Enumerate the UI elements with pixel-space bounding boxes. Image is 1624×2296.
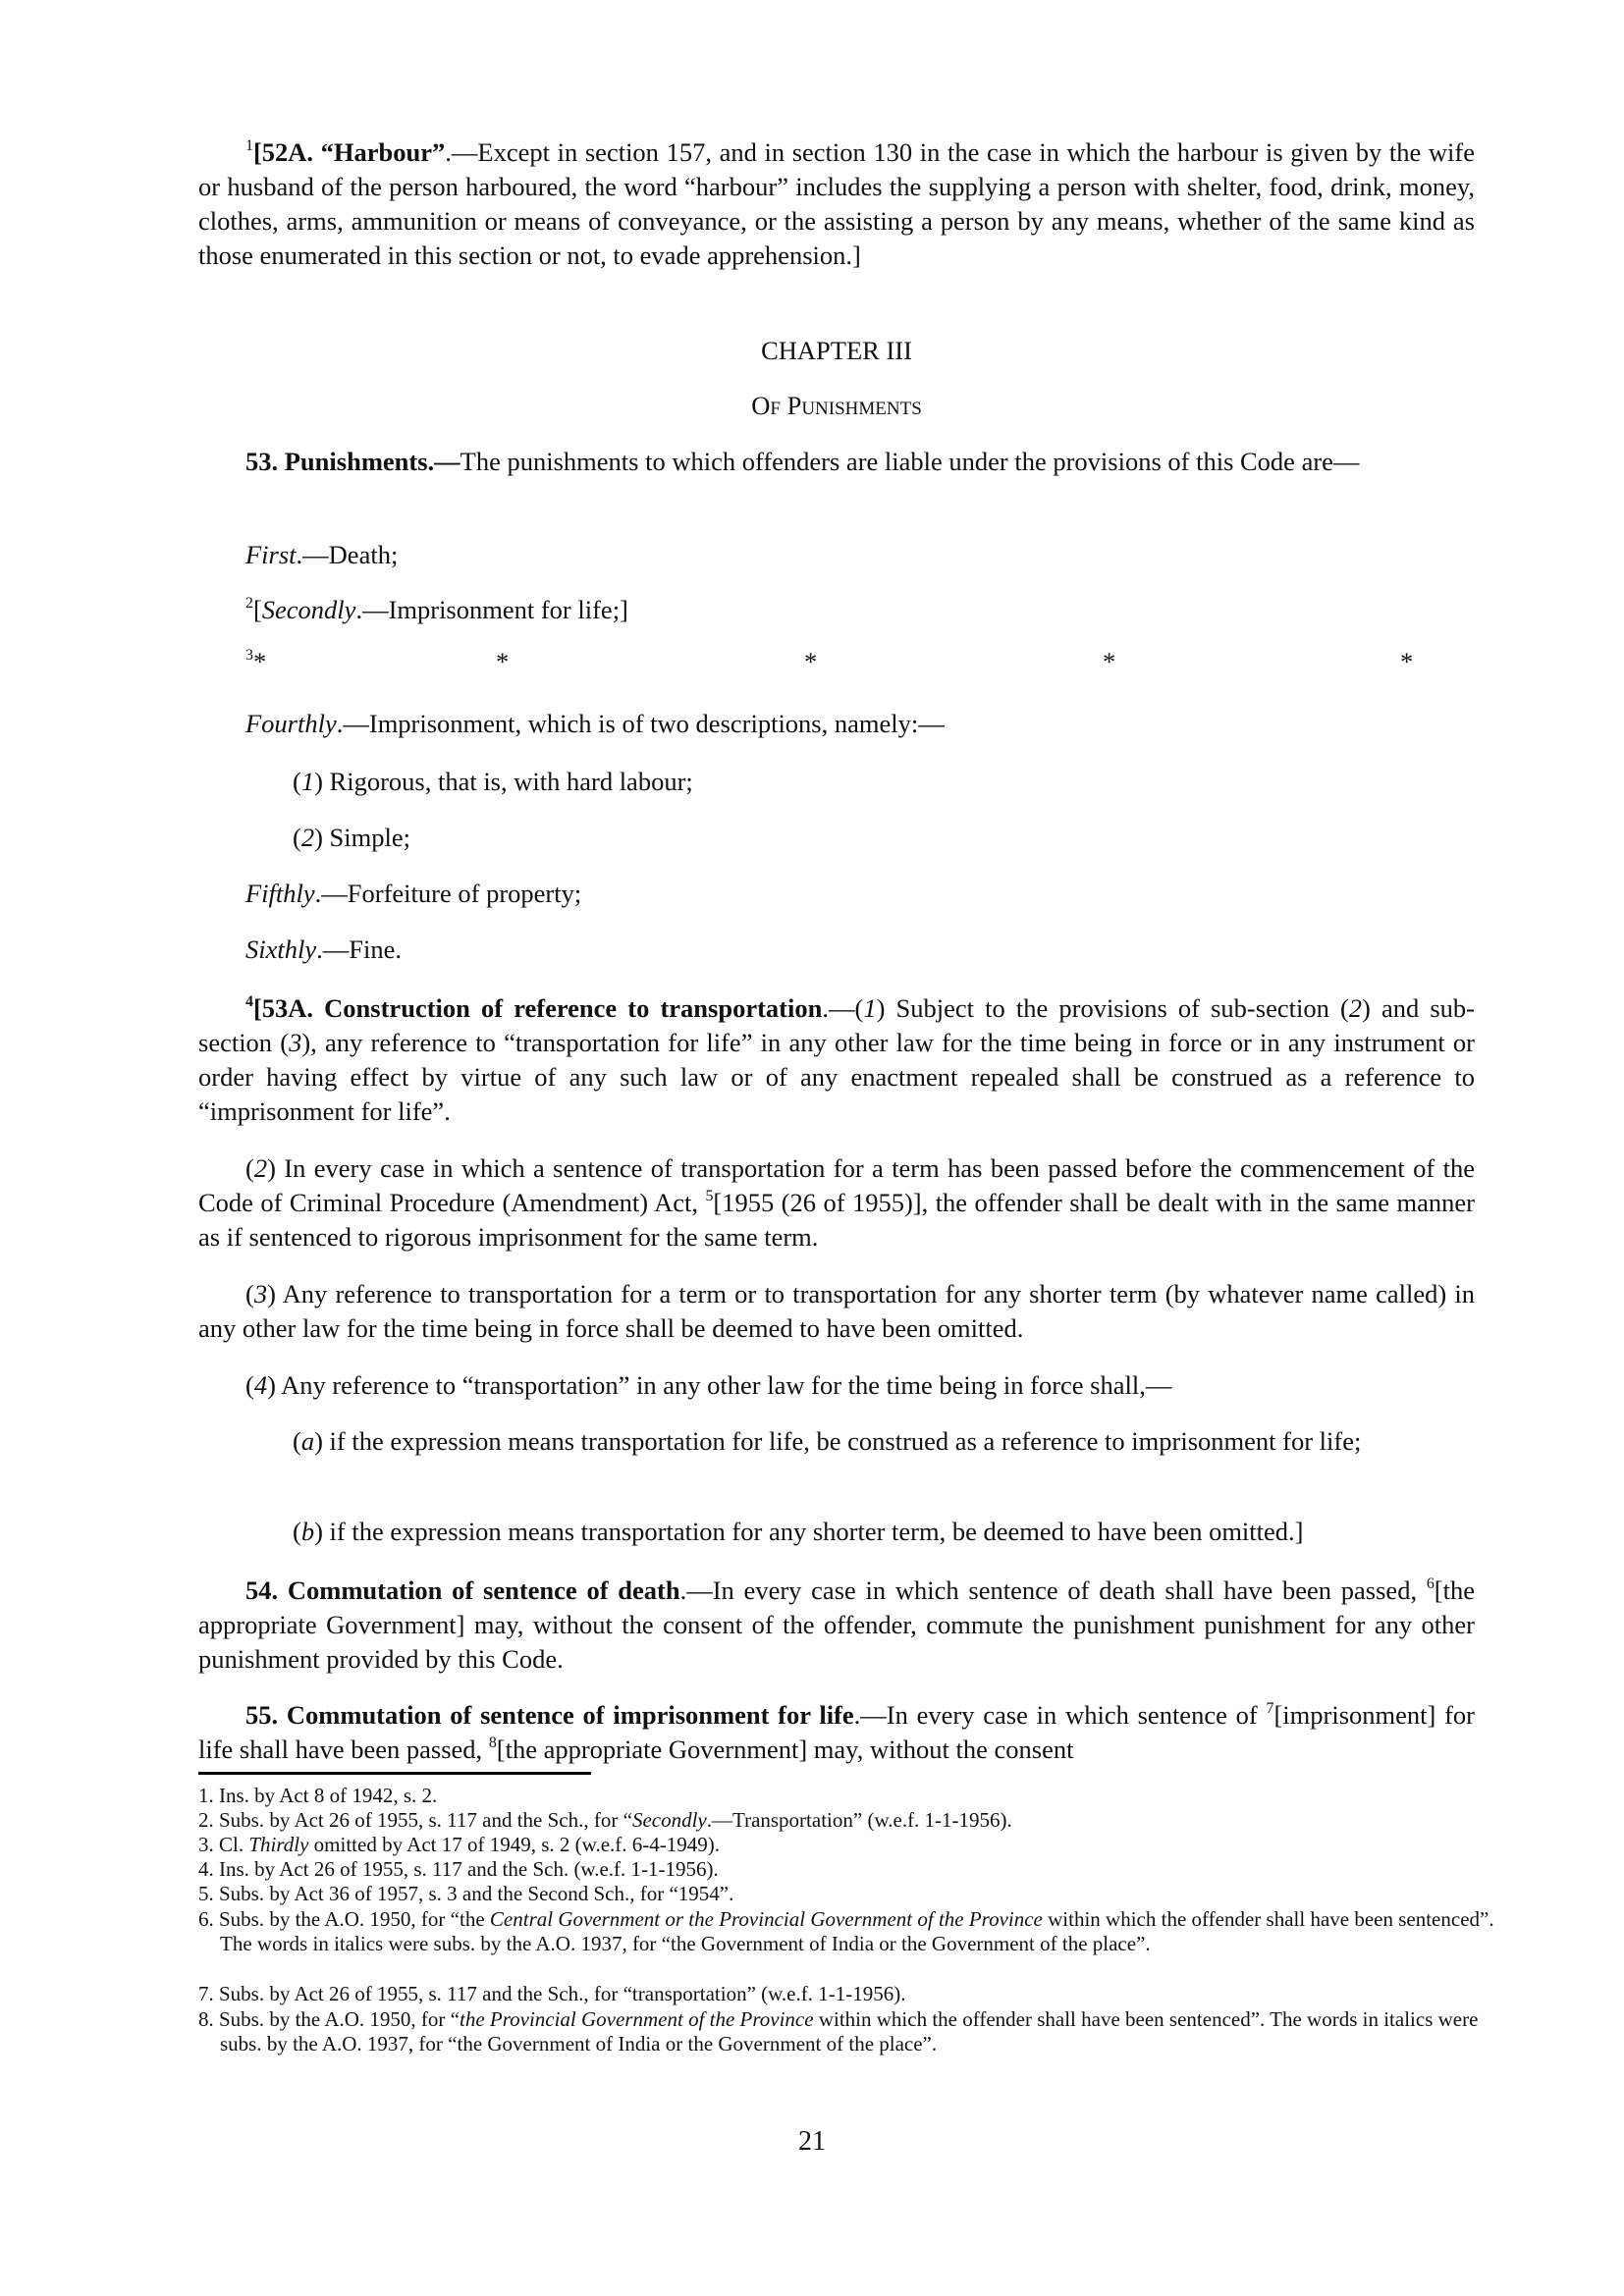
text-run: 8. Subs. by the A.O. 1950, for “ (198, 2007, 460, 2031)
text-run: ) Any reference to transportation for a term or to transportation for any shorter term (by whatever name called) in any other law for the time being in force shall be deemed to have been omitted. (198, 1279, 1475, 1343)
text-run: 1. Ins. by Act 8 of 1942, s. 2. (198, 1784, 438, 1807)
text-run: .—Imprisonment, which is of two descriptions, namely:— (336, 709, 945, 738)
omitted-clause-stars (198, 647, 1475, 681)
text-run: .—In every case in which sentence of (853, 1700, 1267, 1730)
footnote-ref: 8 (488, 1735, 497, 1752)
footnote-2 (198, 1808, 1496, 1833)
section-53a-subsection-1 (198, 991, 1475, 1129)
omitted-marker (245, 647, 266, 677)
text-run: ( (293, 823, 301, 852)
text-run: [52A. “Harbour” (252, 137, 446, 167)
text-run: .—Transportation” (w.e.f. 1-1-1956). (706, 1808, 1012, 1832)
subtitle-rest-unishments: UNISHMENTS (801, 399, 922, 419)
text-run: ) In every case in which a sentence of transportation for a term has been passed before the commencement of the Code of Criminal Procedure (Amendment) Act, (198, 1153, 1475, 1217)
punishment-sixthly (245, 933, 1475, 967)
text-run: ( (293, 767, 301, 796)
section-53-punishments (198, 445, 1475, 479)
text-run: .—Imprisonment for life;] (355, 595, 628, 624)
text-run: Fourthly (245, 709, 337, 738)
footnote-ref: 6 (1426, 1575, 1435, 1593)
text-run: 2 (253, 1153, 268, 1183)
star: * (1103, 647, 1116, 676)
footnote-divider (198, 1772, 591, 1775)
footnote-ref: 1 (245, 137, 253, 155)
star: * (1400, 647, 1414, 676)
text-run: ( (245, 1153, 254, 1183)
text-run: Thirdly (248, 1833, 309, 1856)
text-run: .— (445, 137, 478, 167)
text-run: 6. Subs. by the A.O. 1950, for “the (198, 1907, 490, 1931)
text-run: 5. Subs. by Act 36 of 1957, s. 3 and the Second Sch., for “1954”. (198, 1882, 734, 1905)
text-run: 53. Punishments (245, 447, 428, 476)
subtitle-rest-f: F (770, 399, 781, 419)
text-run: Except in section 157, and in section 130 in the case in which the harbour is given by the wife or husband of the person harboured, the word “harbour” includes the supplying a person with shelter, food, drink, money, clothes, arms, ammunition or means of conveyance, or the assisting a person by any means, whether of the same kind as those enumerated in this section or not, to evade apprehension.] (198, 137, 1475, 270)
text-run: Central Government or the Provincial Government of the Province (489, 1907, 1043, 1931)
star: * (804, 647, 818, 676)
text-run: [imprisonment] for life shall have been passed, (198, 1700, 1476, 1764)
text-run: 3. Cl. (198, 1833, 249, 1856)
text-run: ) if the expression means transportation for any shorter term, be deemed to have been omitted.] (314, 1517, 1304, 1546)
text-run: .—Forfeiture of property; (314, 879, 582, 908)
footnote-5 (198, 1882, 1496, 1906)
imprisonment-simple (293, 821, 1475, 855)
text-run: .— (427, 447, 460, 476)
subtitle-cap-p: P (786, 391, 802, 420)
text-run: b (300, 1517, 315, 1546)
text-run: 1 (300, 767, 315, 796)
text-run: ) Simple; (314, 823, 410, 852)
text-run: 2 (1348, 993, 1363, 1023)
chapter-title: CHAPTER III (761, 336, 912, 365)
text-run: ) Any reference to “transportation” in any other law for the time being in force shall,— (267, 1370, 1172, 1400)
imprisonment-rigorous (293, 765, 1475, 799)
footnote-3 (198, 1833, 1496, 1857)
section-52a-harbour (198, 135, 1475, 273)
section-53a-subsection-2 (198, 1151, 1475, 1255)
text-run: 7. Subs. by Act 26 of 1955, s. 117 and the Sch., for “transportation” (w.e.f. 1-1-1956). (198, 1982, 906, 2005)
star: * (252, 647, 267, 676)
text-run: Fifthly (245, 879, 315, 908)
text-run: [the appropriate Government] may, without the consent (496, 1735, 1074, 1764)
section-53a-subsection-3 (198, 1277, 1475, 1346)
text-run: ) and sub-section ( (198, 993, 1476, 1057)
text-run: The punishments to which offenders are liable under the provisions of this Code are— (460, 447, 1360, 476)
text-run: .—In every case in which sentence of death shall have been passed, (679, 1575, 1427, 1605)
punishment-secondly (245, 593, 1475, 627)
text-run: [53A. Construction of reference to transportation (252, 993, 823, 1023)
footnote-1 (198, 1784, 1496, 1808)
text-run: within which the offender shall have been sentenced”. The words in italics were subs. by the A.O. 1937, for “the Government of India or the Government of the place”. (220, 1907, 1494, 1956)
footnote-ref: 4 (245, 993, 253, 1011)
footnote-7 (198, 1982, 1496, 2006)
text-run: 3 (289, 1028, 302, 1057)
text-run: [the appropriate Government] may, without the consent of the offender, commute the punishment punishment for any other punishment provided by this Code. (198, 1575, 1475, 1674)
section-54-commutation-death (198, 1574, 1475, 1677)
text-run: First (245, 540, 297, 569)
text-run: ( (293, 1426, 301, 1456)
text-run: Sixthly (245, 934, 317, 964)
text-run: ) Rigorous, that is, with hard labour; (314, 767, 693, 796)
text-run: a (300, 1426, 315, 1456)
text-run: 2. Subs. by Act 26 of 1955, s. 117 and the Sch., for “ (198, 1808, 632, 1832)
text-run: .—Death; (296, 540, 399, 569)
punishment-first (245, 538, 1475, 572)
section-55-commutation-life (198, 1698, 1475, 1767)
text-run: the Provincial Government of the Province (460, 2007, 814, 2031)
text-run: ), any reference to “transportation for life” in any other law for the time being in force or in any instrument or order having effect by virtue of any such law or of any enactment repealed shall be construed as a reference to “imprisonment for life”. (198, 1028, 1475, 1126)
text-run: ( (245, 1279, 254, 1308)
footnote-ref-3: 3 (245, 647, 253, 665)
star: * (496, 647, 510, 676)
text-run: ) Subject to the provisions of sub-section ( (876, 993, 1349, 1023)
text-run: within which the offender shall have been sentenced”. The words in italics were subs. by the A.O. 1937, for “the Government of India or the Government of the place”. (220, 2007, 1479, 2056)
text-run: 4 (253, 1370, 268, 1400)
text-run: 1 (863, 993, 877, 1023)
subtitle-cap-o: O (751, 391, 771, 420)
section-53a-clause-a (245, 1424, 1475, 1459)
footnote-8 (198, 2007, 1496, 2057)
text-run: 4. Ins. by Act 26 of 1955, s. 117 and the Sch. (w.e.f. 1-1-1956). (198, 1857, 719, 1881)
punishment-fifthly (245, 877, 1475, 911)
text-run: omitted by Act 17 of 1949, s. 2 (w.e.f. 6-4-1949). (308, 1833, 720, 1856)
text-run: 2 (300, 823, 315, 852)
text-run: .—( (822, 993, 864, 1023)
chapter-subtitle (198, 389, 1475, 426)
text-run: 55. Commutation of sentence of imprisonment for life (245, 1700, 854, 1730)
text-run: 54. Commutation of sentence of death (245, 1575, 680, 1605)
text-run: .—Fine. (316, 934, 402, 964)
text-run: Secondly (631, 1808, 707, 1832)
footnote-4 (198, 1857, 1496, 1882)
section-53a-subsection-4 (198, 1368, 1475, 1403)
text-run: ( (245, 1370, 254, 1400)
footnote-ref: 5 (705, 1188, 714, 1205)
section-53a-clause-b (245, 1515, 1475, 1549)
text-run: ) if the expression means transportation for life, be construed as a reference to imprisonment for life; (314, 1426, 1362, 1456)
text-run: ( (293, 1517, 301, 1546)
text-run: [1955 (26 of 1955)], the offender shall be dealt with in the same manner as if sentenced to rigorous imprisonment for the same term. (198, 1188, 1475, 1252)
footnote-ref: 7 (1266, 1700, 1274, 1718)
text-run: [ (252, 595, 262, 624)
footnote-ref: 2 (245, 595, 253, 613)
text-run: 3 (253, 1279, 268, 1308)
footnote-6 (198, 1907, 1496, 1957)
punishment-fourthly (245, 707, 1475, 741)
text-run: Secondly (261, 595, 356, 624)
page-number: 21 (798, 2126, 826, 2157)
